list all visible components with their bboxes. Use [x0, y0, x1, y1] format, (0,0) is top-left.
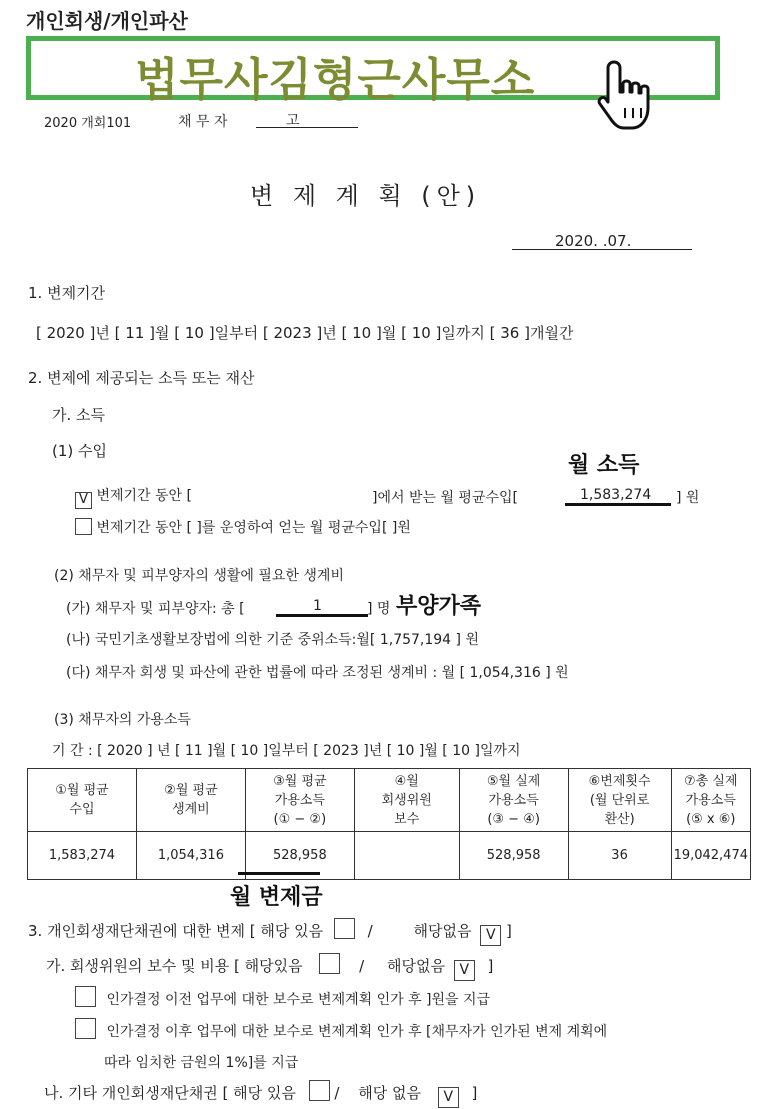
income-salary-suffix: ] 원 — [676, 490, 700, 506]
header-line: 수입 — [69, 802, 95, 817]
debtor-name: 고 — [286, 113, 300, 129]
cell-living-cost: 1,054,316 — [136, 832, 245, 880]
case-number: 2020 개회101 — [44, 116, 132, 131]
section3-applicable-checkbox[interactable] — [334, 918, 355, 939]
dependents-prefix: (가) 채무자 및 피부양자: 총 [ — [66, 601, 245, 617]
monthly-income-amount: 1,583,274 — [580, 487, 652, 503]
header-line: ②월 평균 — [164, 783, 218, 798]
disposable-period: 기 간 : [ 2020 ] 년 [ 11 ]월 [ 10 ]일부터 [ 2023 ]년 [ 10 ]월 [ 10 ]일까지 — [52, 743, 521, 759]
document-title: 변 제 계 획 (안) — [250, 182, 482, 210]
office-name — [135, 43, 535, 108]
table-row — [28, 832, 751, 880]
trustee-fee-row — [46, 953, 493, 981]
header-line: ⑥변제횟수 — [588, 773, 651, 789]
section3-none-checkbox[interactable]: V — [480, 925, 501, 946]
trustee-fee-close-bracket: ] — [487, 957, 494, 975]
header-line: (① − ②) — [273, 811, 327, 827]
section3-heading-row — [28, 918, 512, 946]
header-living-cost — [136, 769, 245, 832]
header-line: 환산) — [604, 811, 635, 827]
header-line: 보수 — [394, 811, 420, 827]
income-row-business — [75, 517, 411, 537]
header-repayment-count — [568, 769, 671, 832]
dependents-count: 1 — [313, 598, 322, 614]
cell-trustee-fee — [354, 832, 459, 880]
header-monthly-income — [28, 769, 137, 832]
income-subheading: 가. 소득 — [52, 406, 106, 424]
header-line: (월 단위로 — [589, 792, 650, 808]
office-name-part2: 김형근 — [268, 53, 402, 106]
cell-total-disposable: 19,042,474 — [671, 832, 750, 880]
median-income-row: (나) 국민기초생활보장법에 의한 기준 중위소득:월[ 1,757,194 ] 원 — [66, 632, 479, 648]
fee-option-2-text: 인가결정 이후 업무에 대한 보수로 변제계획 인가 후 [채무자가 인가된 변제 계획에 — [106, 1024, 608, 1040]
fee-option-1-checkbox[interactable] — [75, 986, 96, 1007]
header-line: ⑦총 실제 — [684, 773, 738, 789]
annotation-dependents: 부양가족 — [396, 594, 482, 619]
header-line: 가용소득 — [488, 792, 539, 808]
fee-option-2 — [75, 1018, 607, 1041]
header-line: 회생위원 — [381, 792, 432, 808]
dependents-suffix: ] 명 — [367, 601, 391, 617]
dependents-row — [66, 598, 245, 618]
section3-close-bracket: ] — [506, 922, 512, 940]
other-claims-applicable-checkbox[interactable] — [309, 1080, 330, 1101]
income-row-salary — [75, 485, 192, 509]
fee-option-1 — [75, 986, 490, 1009]
debtor-label: 채 무 자 — [178, 114, 228, 130]
header-trustee-fee — [354, 769, 459, 832]
section3-separator: / — [367, 922, 373, 940]
header-disposable-income — [245, 769, 354, 832]
section3-none-label: 해당없음 — [413, 922, 472, 940]
debtor-name-underline — [256, 127, 358, 128]
annotation-monthly-income: 월 소득 — [568, 453, 640, 478]
other-claims-separator: / — [334, 1084, 340, 1102]
header-line: (③ − ④) — [487, 811, 540, 827]
header-line: ①월 평균 — [55, 783, 109, 798]
header-line: 생계비 — [172, 802, 210, 817]
other-claims-row — [44, 1080, 477, 1108]
header-line: ③월 평균 — [273, 773, 327, 789]
other-claims-none-checkbox[interactable]: V — [438, 1087, 459, 1108]
office-name-part1: 법무사 — [135, 53, 269, 106]
table-header-row — [28, 769, 751, 832]
fee-option-2-continued: 따라 임치한 금원의 1%]를 지급 — [104, 1055, 299, 1071]
header-line: ⑤월 실제 — [486, 773, 541, 789]
trustee-fee-separator: / — [359, 957, 365, 975]
cell-disposable-income: 528,958 — [245, 832, 354, 880]
fee-option-1-text: 인가결정 이전 업무에 대한 보수로 변제계획 인가 후 ]원을 지급 — [106, 992, 491, 1008]
other-claims-none-label: 해당 없음 — [358, 1084, 421, 1102]
repayment-amount-underline — [238, 872, 320, 875]
cell-actual-disposable: 528,958 — [459, 832, 568, 880]
hand-pointer-icon — [596, 58, 660, 134]
other-claims-close-bracket: ] — [471, 1084, 478, 1102]
cell-monthly-income: 1,583,274 — [28, 832, 137, 880]
document-date: 2020. .07. — [555, 232, 632, 250]
living-cost-heading: (2) 채무자 및 피부양자의 생활에 필요한 생계비 — [54, 568, 344, 584]
office-name-part3: 사무소 — [401, 53, 536, 106]
header-line: ④월 — [394, 773, 419, 789]
trustee-fee-label: 가. 회생위원의 보수 및 비용 [ 해당있음 — [46, 957, 303, 975]
trustee-fee-none-label: 해당없음 — [387, 957, 445, 975]
monthly-income-underline — [565, 503, 671, 506]
trustee-fee-applicable-checkbox[interactable] — [319, 953, 340, 974]
income-salary-checkbox[interactable]: V — [75, 492, 92, 509]
dependents-underline — [276, 614, 368, 617]
trustee-fee-none-checkbox[interactable]: V — [454, 960, 475, 981]
fee-option-2-checkbox[interactable] — [75, 1018, 96, 1039]
section1-heading: 1. 변제기간 — [28, 284, 106, 302]
income-salary-prefix: 변제기간 동안 [ — [96, 488, 192, 504]
income-heading: (1) 수입 — [52, 442, 107, 460]
header-line: 가용소득 — [274, 792, 325, 808]
repayment-period: [ 2020 ]년 [ 11 ]월 [ 10 ]일부터 [ 2023 ]년 [ 10 ]월 [ 10 ]일까지 [ 36 ]개월간 — [36, 324, 574, 342]
repayment-table — [27, 768, 751, 880]
header-line: 가용소득 — [685, 792, 736, 808]
date-underline — [512, 249, 692, 250]
other-claims-label: 나. 기타 개인회생재단채권 [ 해당 있음 — [44, 1084, 296, 1102]
section3-heading: 3. 개인회생재단채권에 대한 변제 [ 해당 있음 — [28, 922, 324, 940]
banner-top-label: 개인회생/개인파산 — [26, 9, 188, 33]
header-actual-disposable — [459, 769, 568, 832]
adjusted-living-cost-row: (다) 채무자 회생 및 파산에 관한 법률에 따라 조정된 생계비 : 월 [ 1,054,316 ] 원 — [66, 665, 569, 681]
section2-heading: 2. 변제에 제공되는 소득 또는 재산 — [28, 369, 255, 387]
header-line: (⑤ x ⑥) — [686, 811, 736, 827]
income-business-checkbox[interactable] — [75, 518, 92, 535]
annotation-monthly-repayment: 월 변제금 — [230, 885, 323, 910]
income-salary-mid: ]에서 받는 월 평균수입[ — [372, 490, 518, 506]
header-total-disposable — [671, 769, 750, 832]
cell-repayment-count: 36 — [568, 832, 671, 880]
disposable-income-heading: (3) 채무자의 가용소득 — [54, 712, 191, 728]
income-business-text: 변제기간 동안 [ ]를 운영하여 얻는 월 평균수입[ ]원 — [96, 520, 411, 536]
